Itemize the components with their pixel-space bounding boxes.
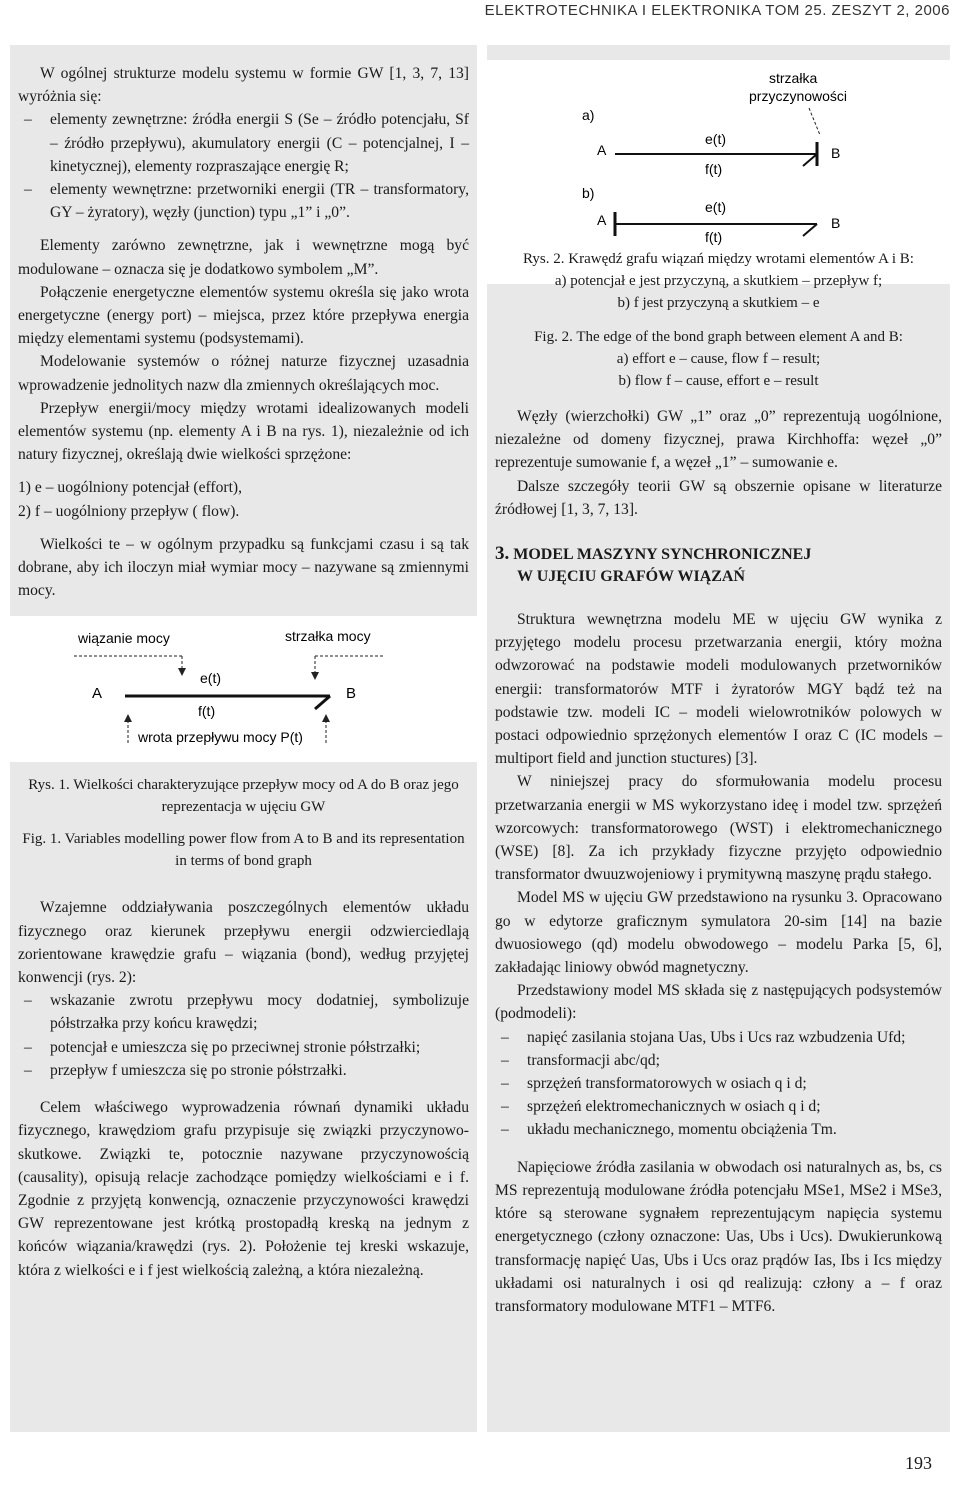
power-port-left-arrowhead: [124, 714, 132, 722]
paragraph-bonds: Wzajemne oddziaływania poszczególnych elementów układu fizycznego oraz kierunek przepływu energii odzwierciedlają zorientowane krawędzie grafu – wiązania (bond), według przyjętej konwencji (rys. 2):: [18, 899, 469, 987]
right-column-text: [495, 405, 942, 1318]
label-bond: wiązanie mocy: [78, 630, 170, 647]
paragraph-structure: Struktura wewnętrzna modelu ME w ujęciu GW wynika z przyjętego modelu procesu przetwarzania energii, który można odwzorować na podstawie modeli modulowanych przetworników energii: transformatorów MTF i żyratorów MGY bądź też na podstawie tzw. modeli IC – modeli wielowrotników polowych w postaci odpowiednio sprzężonych elementów I oraz C (IC models – multiport field and junction stuctures) [3].: [495, 611, 942, 768]
label-effort-top: e(t): [705, 131, 726, 147]
left-column-text: [18, 62, 469, 1282]
enum-item-effort: 1) e – uogólniony potencjał (effort),: [18, 479, 243, 497]
list-item: – przepływ f umieszcza się po stronie półstrzałki.: [18, 1059, 469, 1082]
list-item: – elementy wewnętrzne: przetworniki energii (TR – transformatory, GY – żyratory), węzły (junction) typu „1” i „0”.: [18, 178, 469, 224]
caption-fig2-pl-3: b) f jest przyczyną a skutkiem – e: [617, 295, 820, 311]
fig2-captions: [495, 248, 942, 392]
bond-graph-diagram-fig1: [10, 616, 477, 762]
bond-pointer-arrowhead: [178, 668, 186, 676]
paragraph-voltage-sources: Napięciowe źródła zasilania w obwodach osi naturalnych as, bs, cs MS reprezentują modulowane źródła potencjału MSe1, MSe2 i MSe3, które są sterowane sygnałem reprezentującym napięcia systemu energetycznego (człony oznaczone: Uas, Ubs i Ucs). Dwukierunkową transformację napięć Uas, Ubs i Ucs oraz prądów Ias, Ibs i Ics między układami osi naturalnych i osi qd realizują: człony a – f oraz transformatory modulowane MTF1 – MTF6.: [495, 1158, 942, 1315]
paragraph-subsystems: Przedstawiony model MS składa się z następujących podsystemów (podmodeli):: [495, 982, 942, 1023]
paragraph-intro: W ogólnej strukturze modelu systemu w formie GW [1, 3, 7, 13] wyróżnia się:: [18, 65, 469, 106]
label-power-arrow: strzałka mocy: [285, 628, 371, 645]
list-item: – sprzężeń elektromechanicznych w osiach q i d;: [495, 1095, 942, 1118]
section-heading: [495, 543, 942, 588]
caption-fig2-pl-1: Rys. 2. Krawędź grafu wiązań między wrotami elementów A i B:: [523, 251, 914, 267]
bond-convention-list: [18, 989, 469, 1082]
half-arrow-a: [803, 154, 817, 166]
section-title-line-2: W UJĘCIU GRAFÓW WIĄZAŃ: [517, 568, 746, 586]
paragraph-energy-port: Połączenie energetyczne elementów systemu określa się jako wrota energetyczne (energy port) – miejsca, przez które przepływa energia między elementami systemu (podsystemami).: [18, 283, 469, 348]
paragraph-causality: Celem właściwego wyprowadzenia równań dynamiki układu fizycznego, krawędziom grafu przypisuje się związki przyczynowo-skutkowe. Związki te, potocznie nazywane przyczynowością (causality), opisują relacje zachodzące pomiędzy wielkościami e i f. Zgodnie z przyjętą konwencją, oznaczenie przyczynowości krawędzi GW reprezentowane jest krótką prostopadłą kreską na jednym z końców wiązania/krawędzi (rys. 2). Położenie tej kreski wskazuje, która z wielkości e i f jest wielkością zależną, a która niezależną.: [18, 1099, 469, 1279]
paragraph-literature: Dalsze szczegóły teorii GW są obszernie opisane w literaturze źródłowej [1, 3, 7, 13].: [495, 477, 942, 518]
list-item: – wskazanie zwrotu przepływu mocy dodatniej, symbolizuje półstrzałka przy końcu krawędzi;: [18, 989, 469, 1035]
figure-1: [10, 616, 477, 762]
page-number: 193: [905, 1453, 932, 1473]
caption-fig2-en-3: b) flow f – cause, effort e – result: [618, 373, 819, 389]
paragraph-couplings: W niniejszej pracy do sformułowania modelu procesu przetwarzania energii w MS wykorzystano ideę i model tzw. sprzężeń wzorcowych: transformatorowego (WST) i elektromechanicznego (WSE) [8]. Za ich przykłady fizyczne przyjęto odpowiednio transformator dwuuzwojeniowy i prymitywną maszynę prądu stałego.: [495, 773, 942, 884]
power-port-right-arrowhead: [322, 714, 330, 722]
subsystems-list: [495, 1026, 942, 1142]
label-causal-stroke: strzałka: [769, 70, 818, 86]
caption-fig2-pl-2: a) potencjał e jest przyczyną, a skutkiem – przepływ f;: [554, 273, 883, 289]
element-types-list: [18, 108, 469, 224]
label-flow-bottom: f(t): [705, 229, 723, 245]
running-header: ELEKTROTECHNIKA I ELEKTRONIKA TOM 25. ZESZYT 2, 2006: [484, 2, 950, 19]
label-flow: f(t): [198, 703, 216, 720]
label-a: A: [92, 685, 103, 703]
paragraph-power-flow: Przepływ energii/mocy między wrotami idealizowanych modeli elementów systemu (np. elementy A i B na rys. 1), niezależnie od ich natury fizycznej, określają dwie wielkości sprzężone:: [18, 399, 469, 464]
label-case-b: b): [582, 185, 595, 201]
label-a-bottom: A: [597, 212, 607, 228]
caption-fig1-en: Fig. 1. Variables modelling power flow from A to B and its representation in terms of bond graph: [22, 831, 465, 870]
caption-fig2-en-1: Fig. 2. The edge of the bond graph between element A and B:: [534, 329, 903, 345]
paragraph-modulated: Elementy zarówno zewnętrzne, jak i wewnętrzne mogą być modulowane – oznacza się je dodatkowo symbolem „M”.: [18, 237, 469, 278]
half-arrow: [315, 696, 330, 709]
section-number: 3.: [495, 543, 510, 565]
section-title-line-1: MODEL MASZYNY SYNCHRONICZNEJ: [513, 546, 812, 564]
label-a-top: A: [597, 142, 607, 158]
arrow-pointer-arrowhead: [311, 672, 319, 680]
paragraph-modelling: Modelowanie systemów o różnej naturze fizycznej uzasadnia wprowadzenie jednolitych nazw dla zmiennych określających moc.: [18, 353, 469, 394]
left-column-panel: [10, 45, 477, 1432]
label-power-port: wrota przepływu mocy P(t): [138, 729, 303, 746]
paragraph-model-ms: Model MS w ujęciu GW przedstawiono na rysunku 3. Opracowano go w edytorze graficznym symulatora 20-sim [14] na bazie dwuosiowego (qd) modelu obwodowego – modelu Parka [5, 6], zakładając liniowy obwód magnetyczny.: [495, 889, 942, 977]
caption-fig2-en-2: a) effort e – cause, flow f – result;: [616, 351, 821, 367]
list-item: – transformacji abc/qd;: [495, 1049, 942, 1072]
label-case-a: a): [582, 107, 595, 123]
label-effort: e(t): [200, 670, 221, 687]
causal-pointer: [809, 108, 820, 135]
list-item: – sprzężeń transformatorowych w osiach q i d;: [495, 1072, 942, 1095]
label-b-top: B: [831, 145, 841, 161]
half-arrow-b: [803, 224, 817, 236]
caption-fig1-pl: Rys. 1. Wielkości charakteryzujące przepływ mocy od A do B oraz jego reprezentacja w ujęciu GW: [28, 777, 459, 816]
label-causality: przyczynowości: [749, 88, 848, 104]
list-item: – potencjał e umieszcza się po przeciwnej stronie półstrzałki;: [18, 1036, 469, 1059]
label-flow-top: f(t): [705, 161, 723, 177]
enum-item-flow: 2) f – uogólniony przepływ ( flow).: [18, 502, 240, 520]
label-b-bottom: B: [831, 215, 841, 231]
list-item: – układu mechanicznego, momentu obciążenia Tm.: [495, 1118, 942, 1141]
label-b: B: [346, 685, 357, 703]
paragraph-nodes: Węzły (wierzchołki) GW „1” oraz „0” reprezentują uogólnione, niezależne od domeny fizycznej, prawa Kirchhoffa: węzeł „0” reprezentuje sumowanie f, a węzeł „1” – sumowanie e.: [495, 408, 942, 472]
list-item: – napięć zasilania stojana Uas, Ubs i Ucs raz wzbudzenia Ufd;: [495, 1026, 942, 1049]
label-effort-bottom: e(t): [705, 199, 726, 215]
paragraph-power-variables: Wielkości te – w ogólnym przypadku są funkcjami czasu i są tak dobrane, aby ich iloczyn miał wymiar mocy – nazywane są zmiennymi mocy.: [18, 535, 469, 600]
list-item: – elementy zewnętrzne: źródła energii S (Se – źródło potencjału, Sf – źródło przepływu), akumulatory energii (C – potencjalnej, I – kinetycznej), elementy rozpraszające energię R;: [18, 108, 469, 178]
right-column-panel: [487, 45, 950, 1432]
